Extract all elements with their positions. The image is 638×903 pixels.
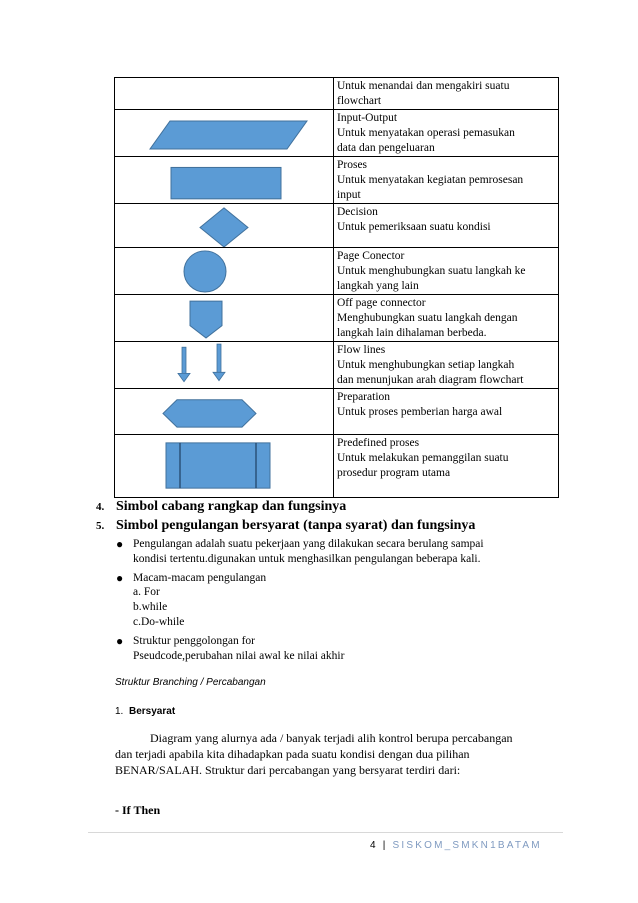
description-line: Untuk menghubungkan suatu langkah ke (337, 265, 526, 277)
description-line: Untuk melakukan pemanggilan suatu (337, 452, 509, 464)
description-line: Preparation (337, 391, 391, 403)
description-line: Untuk proses pemberian harga awal (337, 406, 503, 418)
paragraph-line: Diagram yang alurnya ada / banyak terjadi alih kontrol berupa percabangan (150, 731, 513, 745)
page-number: 4 | (370, 840, 393, 851)
bullet-line: Pengulangan adalah suatu pekerjaan yang dilakukan secara berulang sampai (133, 538, 484, 550)
description-line: Untuk menandai dan mengakiri suatu (337, 80, 510, 92)
list-item (116, 570, 484, 630)
description-line: Input-Output (337, 112, 398, 124)
description-line: Untuk pemeriksaan suatu kondisi (337, 221, 491, 233)
description-line: flowchart (337, 95, 382, 107)
description-cell (334, 295, 559, 342)
if-then-label: - If Then (115, 803, 161, 817)
section-title: Struktur Branching / Percabangan (115, 677, 266, 688)
table-row (115, 157, 559, 204)
table-row (115, 295, 559, 342)
bullet-line: b.while (133, 601, 168, 614)
description-line: langkah lain dihalaman berbeda. (337, 327, 487, 339)
bullet-line: c.Do-while (133, 615, 185, 628)
bullet-line: Struktur penggolongan for (133, 634, 256, 647)
description-line: Decision (337, 206, 378, 218)
symbol-cell (115, 295, 334, 342)
table-row (115, 435, 559, 498)
description-line: data dan pengeluaran (337, 142, 435, 154)
description-line: Page Conector (337, 250, 405, 262)
description-line: prosedur program utama (337, 467, 451, 479)
description-line: Flow lines (337, 344, 386, 356)
symbol-cell (115, 248, 334, 295)
description-line: Proses (337, 159, 368, 171)
subsection-title (115, 706, 175, 717)
parallelogram-icon (115, 110, 333, 156)
footer-divider (88, 832, 563, 833)
description-cell (334, 342, 559, 389)
description-cell (334, 435, 559, 498)
table-row (115, 389, 559, 435)
bullet-line: Macam-macam pengulangan (133, 571, 267, 584)
bullet-list (116, 537, 484, 663)
symbol-cell (115, 78, 334, 110)
subsection-text: Bersyarat (129, 706, 176, 717)
list-item (116, 537, 484, 567)
footer-text: SISKOM_SMKN1BATAM (392, 840, 542, 851)
description-cell (334, 389, 559, 435)
description-line: langkah yang lain (337, 280, 419, 292)
heading-number: 4. (96, 501, 105, 513)
description-cell (334, 157, 559, 204)
description-line: Menghubungkan suatu langkah dengan (337, 312, 518, 324)
heading-text: Simbol pengulangan bersyarat (tanpa syarat) dan fungsinya (116, 518, 476, 533)
paragraph-line: BENAR/SALAH. Struktur dari percabangan yang bersyarat terdiri dari: (115, 763, 461, 777)
heading-4 (96, 499, 346, 515)
bullet-icon: ● (116, 633, 124, 648)
predefined-process-icon (115, 435, 333, 497)
table-row (115, 342, 559, 389)
description-cell (334, 78, 559, 110)
arrows-icon (115, 342, 333, 388)
heading-number: 5. (96, 520, 105, 532)
hexagon-icon (115, 389, 333, 434)
description-line: dan menunjukan arah diagram flowchart (337, 374, 524, 386)
table-row (115, 204, 559, 248)
description-line: Untuk menghubungkan setiap langkah (337, 359, 515, 371)
symbol-cell (115, 157, 334, 204)
table-row (115, 248, 559, 295)
description-cell (334, 110, 559, 157)
bullet-icon: ● (116, 570, 124, 585)
symbol-cell (115, 389, 334, 435)
description-line: Predefined proses (337, 437, 420, 449)
description-cell (334, 204, 559, 248)
page-footer (370, 840, 542, 851)
symbol-cell (115, 342, 334, 389)
heading-text: Simbol cabang rangkap dan fungsinya (116, 499, 347, 514)
pentagon-icon (115, 295, 333, 341)
circle-icon (115, 248, 333, 294)
list-item (116, 633, 484, 664)
description-line: Untuk menyatakan kegiatan pemrosesan (337, 174, 524, 186)
description-line: input (337, 189, 361, 201)
table-row (115, 78, 559, 110)
bullet-line: a. For (133, 586, 160, 599)
flowchart-symbol-table (114, 77, 559, 498)
symbol-cell (115, 435, 334, 498)
subsection-number: 1. (115, 706, 124, 717)
bullet-line: kondisi tertentu.digunakan untuk menghasilkan pengulangan beberapa kali. (133, 552, 481, 565)
description-line: Untuk menyatakan operasi pemasukan (337, 127, 515, 139)
description-cell (334, 248, 559, 295)
symbol-cell (115, 204, 334, 248)
paragraph-line: dan terjadi apabila kita dihadapkan pada suatu kondisi dengan dua pilihan (115, 747, 470, 761)
heading-5 (96, 518, 475, 534)
symbol-cell (115, 110, 334, 157)
description-line: Off page connector (337, 297, 426, 309)
table-row (115, 110, 559, 157)
diamond-icon (115, 204, 333, 247)
bullet-icon: ● (116, 537, 124, 551)
bullet-line: Pseudcode,perubahan nilai awal ke nilai akhir (133, 649, 345, 662)
rectangle-icon (115, 157, 333, 203)
